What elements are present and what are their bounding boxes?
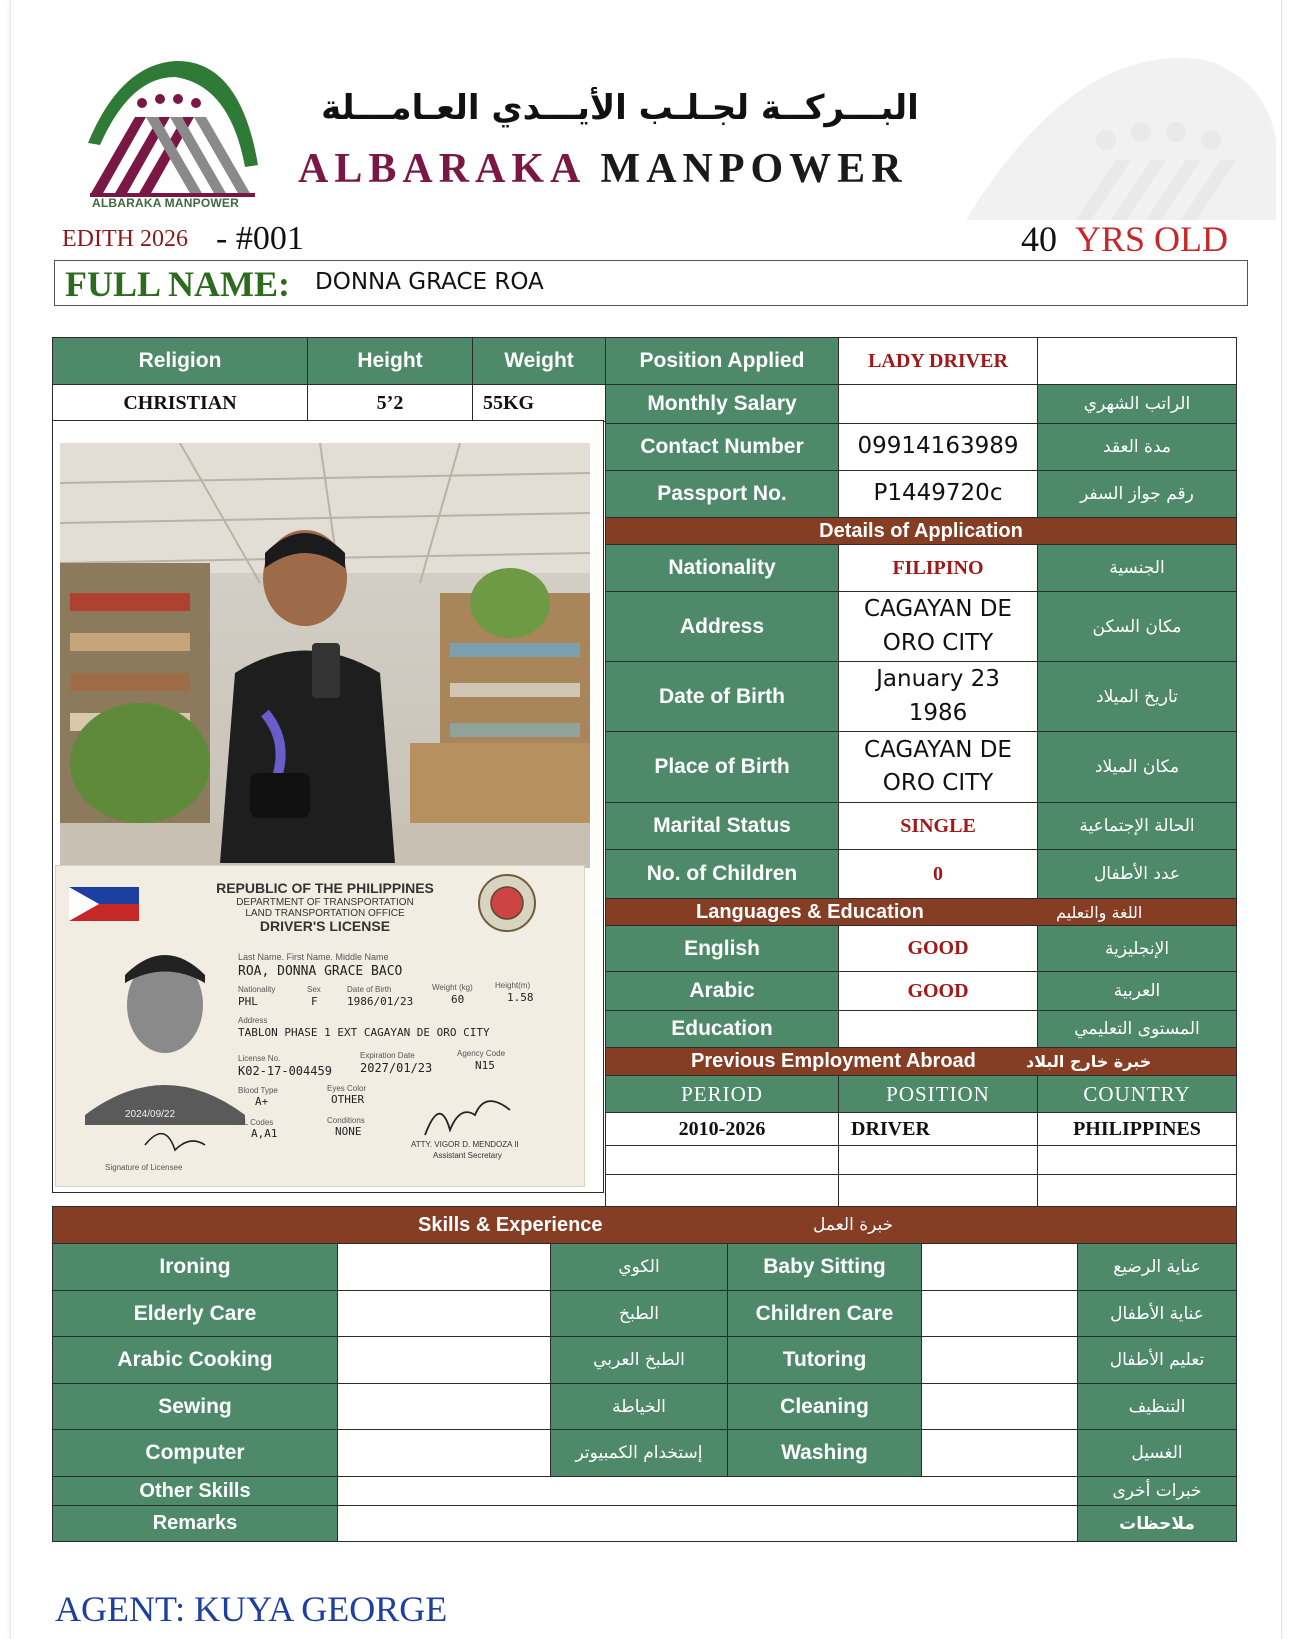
employment-country-value: PHILIPPINES: [1037, 1112, 1237, 1146]
reference-number: - #001: [216, 220, 304, 257]
license-wt-caption: Weight (kg): [432, 983, 473, 992]
full-name-box: [54, 260, 1248, 306]
watermark-logo-icon: [956, 20, 1276, 220]
passport-label: Passport No.: [605, 470, 839, 518]
license-exp: 2027/01/23: [360, 1061, 433, 1075]
arabic-ar: العربية: [1037, 971, 1237, 1011]
address-value: CAGAYAN DE ORO CITY: [838, 591, 1038, 662]
other-skills-label: Other Skills: [52, 1476, 338, 1506]
marital-status-value: SINGLE: [838, 802, 1038, 850]
religion-value: CHRISTIAN: [52, 384, 308, 422]
skill-ironing-ar: الكوي: [550, 1243, 728, 1291]
company-name-part1: ALBARAKA: [298, 146, 585, 192]
position-applied-label: Position Applied: [605, 337, 839, 385]
remarks-label: Remarks: [52, 1505, 338, 1542]
position-header: POSITION: [838, 1075, 1038, 1113]
other-skills-value: [337, 1476, 1078, 1506]
weight-header: Weight: [472, 337, 606, 385]
skill-baby-sitting-label: Baby Sitting: [727, 1243, 922, 1291]
skills-title-ar: خبرة العمل: [813, 1215, 894, 1235]
license-sex: F: [311, 995, 318, 1008]
full-name-label: FULL NAME:: [65, 264, 290, 304]
license-dept: DEPARTMENT OF TRANSPORTATION: [236, 897, 414, 908]
skill-elderly-care-value: [337, 1290, 551, 1337]
details-section-title: Details of Application: [605, 517, 1237, 545]
monthly-salary-value: [838, 384, 1038, 424]
skill-sewing-value: [337, 1383, 551, 1430]
height-header: Height: [307, 337, 473, 385]
languages-title-ar: اللغة والتعليم: [1056, 902, 1143, 922]
license-name: ROA, DONNA GRACE BACO: [238, 964, 403, 979]
license-dl-caption: DL Codes: [238, 1118, 274, 1127]
skill-elderly-care-label: Elderly Care: [52, 1290, 338, 1337]
skill-baby-sitting-value: [921, 1243, 1078, 1291]
license-wt: 60: [451, 993, 465, 1006]
passport-value: P1449720c: [838, 470, 1038, 518]
license-official: ATTY. VIGOR D. MENDOZA II: [411, 1140, 519, 1149]
skill-cleaning-ar: التنظيف: [1077, 1383, 1237, 1430]
date-of-birth-value: January 23 1986: [838, 661, 1038, 732]
employment-empty-cell: [1037, 1145, 1237, 1175]
full-name-value: DONNA GRACE ROA: [315, 269, 544, 295]
license-name-caption: Last Name. First Name. Middle Name: [238, 952, 389, 962]
skill-computer-ar: إستخدام الكمبيوتر: [550, 1429, 728, 1477]
monthly-salary-label: Monthly Salary: [605, 384, 839, 424]
other-skills-ar: خبرات أخرى: [1077, 1476, 1237, 1506]
license-official-title: Assistant Secretary: [433, 1151, 502, 1160]
logo-caption: ALBARAKA MANPOWER: [92, 196, 239, 210]
marital-status-ar: الحالة الإجتماعية: [1037, 802, 1237, 850]
license-addr: TABLON PHASE 1 EXT CAGAYAN DE ORO CITY: [238, 1026, 490, 1039]
nationality-ar: الجنسية: [1037, 544, 1237, 592]
monthly-salary-ar: الراتب الشهري: [1037, 384, 1237, 424]
languages-section-title: [605, 898, 1237, 926]
license-title: DRIVER'S LICENSE: [259, 918, 391, 934]
license-addr-caption: Address: [238, 1016, 268, 1025]
license-ht-caption: Height(m): [495, 981, 531, 990]
contact-number-ar: مدة العقد: [1037, 423, 1237, 471]
place-of-birth-value: CAGAYAN DE ORO CITY: [838, 731, 1038, 803]
skill-arabic-cooking-label: Arabic Cooking: [52, 1336, 338, 1384]
license-lic-caption: License No.: [238, 1054, 281, 1063]
english-value: GOOD: [838, 925, 1038, 972]
company-english-name: [298, 145, 908, 193]
license-agency: N15: [475, 1059, 495, 1072]
employment-title-en: Previous Employment Abroad: [691, 1050, 976, 1072]
license-republic: REPUBLIC OF THE PHILIPPINES: [216, 880, 434, 896]
employment-empty-cell: [838, 1174, 1038, 1207]
skill-children-care-value: [921, 1290, 1078, 1337]
nationality-label: Nationality: [605, 544, 839, 592]
contact-number-value: 09914163989: [838, 423, 1038, 471]
skill-ironing-value: [337, 1243, 551, 1291]
employment-empty-cell: [838, 1145, 1038, 1175]
nationality-value: FILIPINO: [838, 544, 1038, 592]
children-label: No. of Children: [605, 849, 839, 899]
license-cond-caption: Conditions: [327, 1116, 365, 1125]
skill-tutoring-ar: تعليم الأطفال: [1077, 1336, 1237, 1384]
english-label: English: [605, 925, 839, 972]
license-ht: 1.58: [507, 991, 534, 1004]
skill-washing-label: Washing: [727, 1429, 922, 1477]
employment-period-value: 2010-2026: [605, 1112, 839, 1146]
employment-empty-cell: [605, 1174, 839, 1207]
skill-tutoring-label: Tutoring: [727, 1336, 922, 1384]
languages-title-en: Languages & Education: [696, 900, 924, 923]
skill-children-care-label: Children Care: [727, 1290, 922, 1337]
agent-name: AGENT: KUYA GEORGE: [55, 1589, 448, 1629]
children-value: 0: [838, 849, 1038, 899]
employment-section-title: [605, 1047, 1237, 1076]
license-sig-caption: Signature of Licensee: [105, 1163, 183, 1172]
children-ar: عدد الأطفال: [1037, 849, 1237, 899]
skill-elderly-care-ar: الطبخ: [550, 1290, 728, 1337]
license-sex-caption: Sex: [307, 985, 321, 994]
license-nat-caption: Nationality: [238, 985, 276, 994]
license-nat: PHL: [238, 995, 258, 1008]
license-dl: A,A1: [251, 1127, 278, 1140]
skill-tutoring-value: [921, 1336, 1078, 1384]
skill-washing-ar: الغسيل: [1077, 1429, 1237, 1477]
skill-arabic-cooking-value: [337, 1336, 551, 1384]
skill-computer-value: [337, 1429, 551, 1477]
company-logo-icon: [80, 55, 280, 210]
license-dob-caption: Date of Birth: [347, 985, 392, 994]
company-name-part2: MANPOWER: [600, 146, 908, 192]
company-arabic-name: البـــركــة لجـلـب الأيـــدي العـامـــلة: [321, 88, 919, 128]
license-exp-caption: Expiration Date: [360, 1051, 415, 1060]
drivers-license-image: [55, 865, 585, 1187]
skills-title-en: Skills & Experience: [418, 1213, 603, 1236]
remarks-ar: ملاحظات: [1077, 1505, 1237, 1542]
license-office: LAND TRANSPORTATION OFFICE: [245, 908, 405, 919]
license-blood-caption: Blood Type: [238, 1086, 278, 1095]
skill-cleaning-label: Cleaning: [727, 1383, 922, 1430]
education-value: [838, 1010, 1038, 1048]
license-cond: NONE: [335, 1125, 362, 1138]
employment-empty-cell: [1037, 1174, 1237, 1207]
skill-ironing-label: Ironing: [52, 1243, 338, 1291]
skill-computer-label: Computer: [52, 1429, 338, 1477]
date-of-birth-label: Date of Birth: [605, 661, 839, 732]
place-of-birth-label: Place of Birth: [605, 731, 839, 803]
religion-header: Religion: [52, 337, 308, 385]
age-unit: YRS OLD: [1074, 219, 1228, 259]
arabic-label: Arabic: [605, 971, 839, 1011]
skill-sewing-label: Sewing: [52, 1383, 338, 1430]
place-of-birth-ar: مكان الميلاد: [1037, 731, 1237, 803]
applicant-photo: [60, 443, 590, 868]
weight-value: 55KG: [472, 384, 606, 422]
position-applied-value: LADY DRIVER: [838, 337, 1038, 385]
license-dob: 1986/01/23: [347, 995, 414, 1008]
employment-title-ar: خبرة خارج البلاد: [1026, 1052, 1152, 1071]
country-header: COUNTRY: [1037, 1075, 1237, 1113]
age-number: 40: [1020, 219, 1057, 259]
license-number: K02-17-004459: [238, 1064, 332, 1078]
arabic-value: GOOD: [838, 971, 1038, 1011]
period-header: PERIOD: [605, 1075, 839, 1113]
age-display: [1021, 218, 1228, 260]
skill-arabic-cooking-ar: الطبخ العربي: [550, 1336, 728, 1384]
license-photo-date: 2024/09/22: [125, 1109, 176, 1120]
education-ar: المستوى التعليمي: [1037, 1010, 1237, 1048]
address-label: Address: [605, 591, 839, 662]
skill-cleaning-value: [921, 1383, 1078, 1430]
date-of-birth-ar: تاريخ الميلاد: [1037, 661, 1237, 732]
skill-washing-value: [921, 1429, 1078, 1477]
education-label: Education: [605, 1010, 839, 1048]
employment-empty-cell: [605, 1145, 839, 1175]
license-blood: A+: [255, 1095, 269, 1108]
passport-ar: رقم جواز السفر: [1037, 470, 1237, 518]
license-eyes: OTHER: [331, 1093, 365, 1106]
license-eyes-caption: Eyes Color: [327, 1084, 367, 1093]
english-ar: الإنجليزية: [1037, 925, 1237, 972]
address-ar: مكان السكن: [1037, 591, 1237, 662]
edition-label: EDITH 2026: [62, 226, 188, 252]
contact-number-label: Contact Number: [605, 423, 839, 471]
license-agency-caption: Agency Code: [457, 1049, 506, 1058]
position-applied-extra: [1037, 337, 1237, 385]
height-value: 5’2: [307, 384, 473, 422]
employment-position-value: DRIVER: [838, 1112, 1038, 1146]
skills-section-title: [52, 1206, 1237, 1244]
remarks-value: [337, 1505, 1078, 1542]
skill-children-care-ar: عناية الأطفال: [1077, 1290, 1237, 1337]
skill-baby-sitting-ar: عناية الرضيع: [1077, 1243, 1237, 1291]
marital-status-label: Marital Status: [605, 802, 839, 850]
skill-sewing-ar: الخياطة: [550, 1383, 728, 1430]
